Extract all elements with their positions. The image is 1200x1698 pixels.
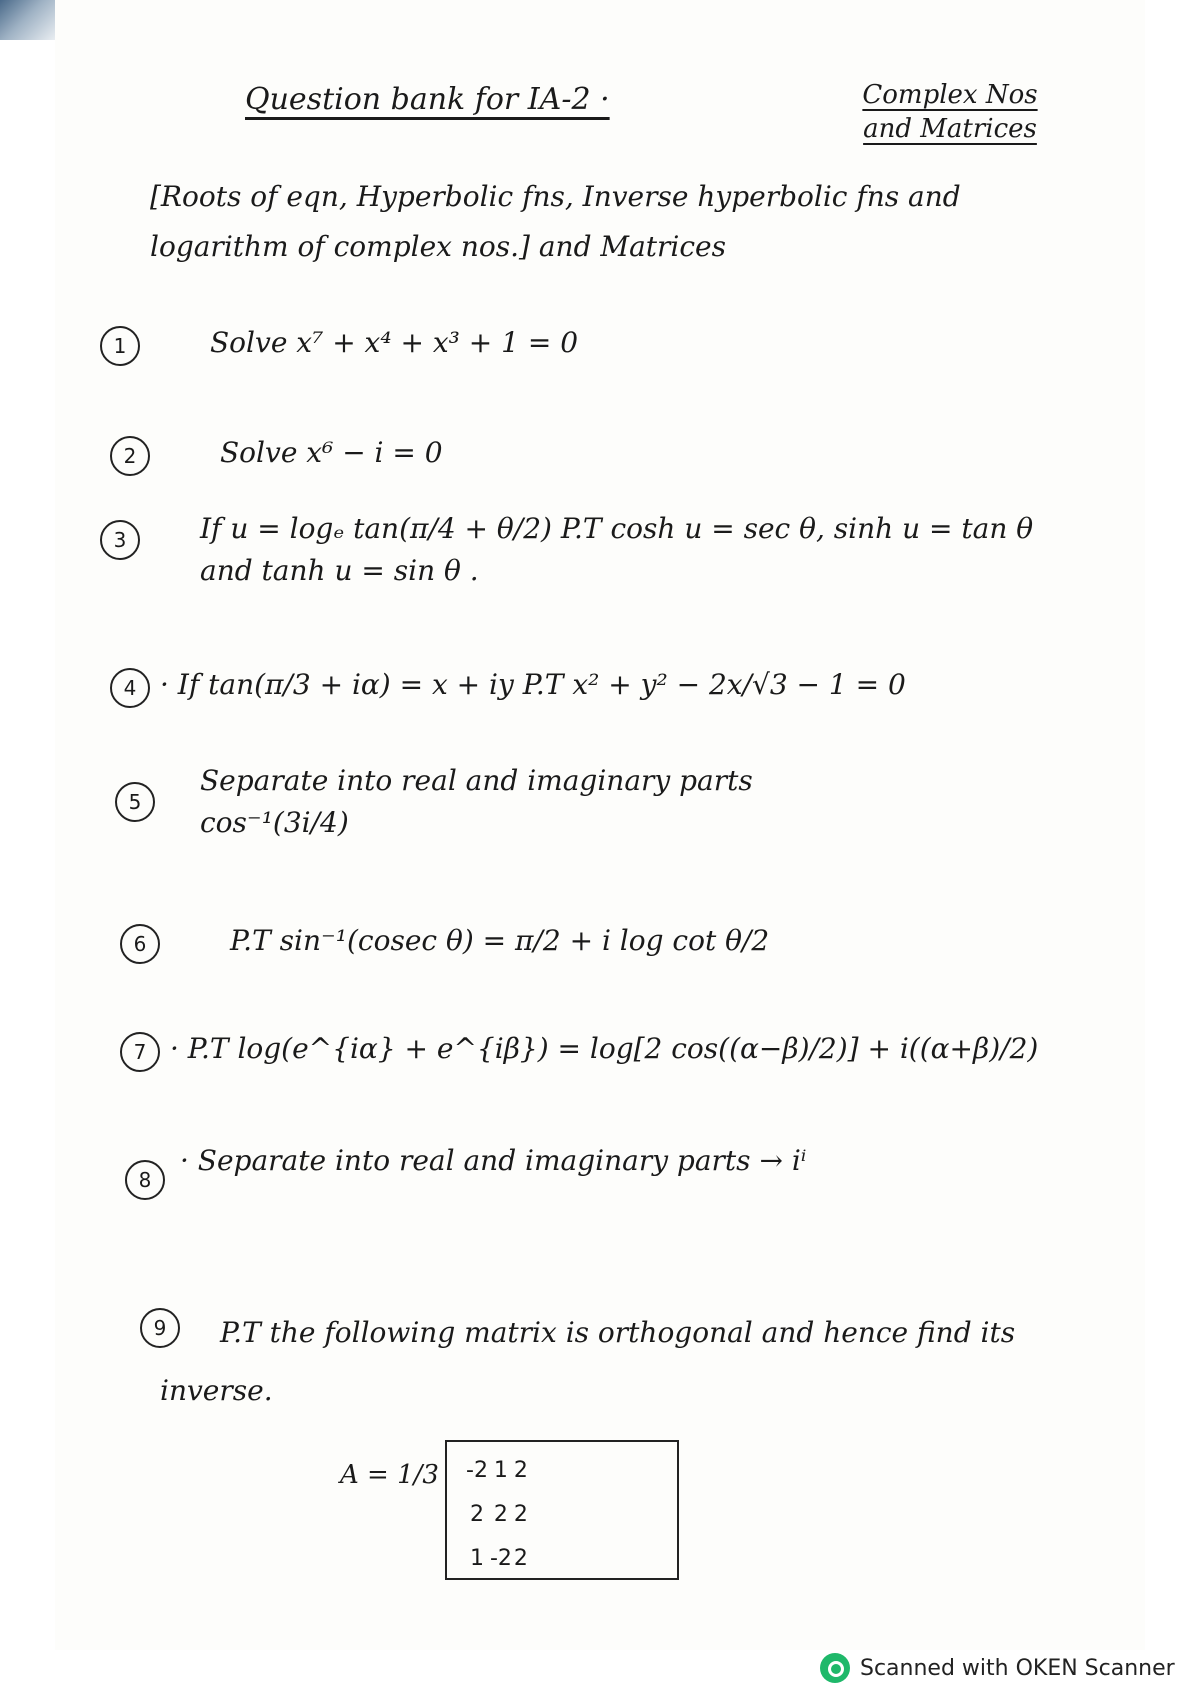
matrix-cell: -2 — [466, 1457, 488, 1483]
question-number: 5 — [115, 782, 155, 822]
matrix-cell: -2 — [489, 1545, 512, 1571]
matrix-row — [465, 1448, 529, 1492]
matrix-row — [465, 1492, 529, 1536]
matrix-cell: 2 — [513, 1501, 528, 1527]
question-text: · P.T log(e^{iα} + e^{iβ}) = log[2 cos((α−β)/2)] + i((α+β)/2) — [170, 1032, 1039, 1065]
question-text: Separate into real and imaginary parts cos⁻¹(3i/4) — [200, 764, 753, 839]
question-text: · If tan(π/3 + iα) = x + iy P.T x² + y² − 2x/√3 − 1 = 0 — [160, 668, 906, 701]
page-title: Question bank for IA-2 · — [245, 82, 610, 117]
matrix-label: A = 1/3 — [340, 1460, 439, 1490]
matrix-row — [465, 1536, 529, 1580]
matrix-table — [465, 1448, 529, 1580]
question-number: 4 — [110, 668, 150, 708]
matrix-cell: 1 — [493, 1457, 508, 1483]
question-text: Solve x⁷ + x⁴ + x³ + 1 = 0 — [210, 326, 579, 359]
question-text: · Separate into real and imaginary parts → iⁱ — [180, 1144, 807, 1177]
question-number: 6 — [120, 924, 160, 964]
question-text: If u = logₑ tan(π/4 + θ/2) P.T cosh u = sec θ, sinh u = tan θ and tanh u = sin θ . — [200, 512, 1034, 587]
matrix-cell: 2 — [513, 1457, 528, 1483]
question-number: 8 — [125, 1160, 165, 1200]
question-number: 9 — [140, 1308, 180, 1348]
scanner-watermark — [820, 1650, 1175, 1686]
matrix-cell: 2 — [513, 1545, 528, 1571]
scanner-text: Scanned with OKEN Scanner — [860, 1655, 1175, 1681]
question-text: P.T the following matrix is orthogonal and hence find its inverse. — [160, 1316, 1016, 1407]
matrix-cell: 2 — [493, 1501, 508, 1527]
question-text: P.T sin⁻¹(cosec θ) = π/2 + i log cot θ/2 — [230, 924, 770, 957]
syllabus-note: [Roots of eqn, Hyperbolic fns, Inverse hyperbolic fns and logarithm of complex nos.] and Matrices — [150, 180, 961, 263]
question-number: 2 — [110, 436, 150, 476]
question-number: 3 — [100, 520, 140, 560]
matrix-cell: 2 — [469, 1501, 484, 1527]
question-number: 7 — [120, 1032, 160, 1072]
matrix-cell: 1 — [469, 1545, 484, 1571]
question-number: 1 — [100, 326, 140, 366]
scanner-logo-icon — [820, 1653, 850, 1683]
subject-title: Complex Nos and Matrices — [862, 80, 1038, 144]
question-text: Solve x⁶ − i = 0 — [220, 436, 443, 469]
